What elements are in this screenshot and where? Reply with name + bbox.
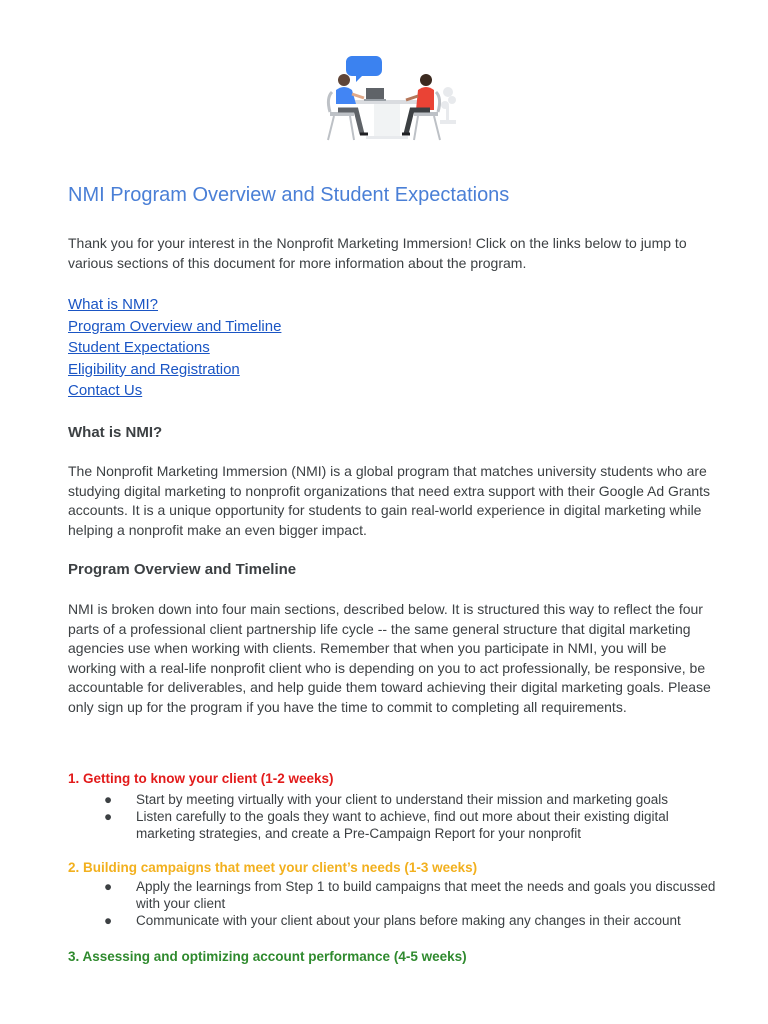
link-item — [68, 380, 281, 402]
link-what-is-nmi[interactable]: What is NMI? — [68, 296, 159, 313]
overview-heading: Program Overview and Timeline — [68, 561, 297, 578]
link-item — [68, 359, 281, 381]
link-eligibility[interactable]: Eligibility and Registration — [68, 360, 240, 378]
link-student-expectations[interactable]: Student Expectations — [68, 339, 210, 356]
step-1-heading: 1. Getting to know your client (1-2 weeks) — [68, 771, 334, 786]
step-2-bullets — [68, 878, 718, 930]
document-title: NMI Program Overview and Student Expectations — [68, 184, 510, 206]
bullet-text: Apply the learnings from Step 1 to build campaigns that meet the needs and goals you discussed with your client — [136, 879, 716, 912]
bullet-icon: ● — [104, 792, 113, 807]
step-2-heading: 2. Building campaigns that meet your client’s needs (1-3 weeks) — [68, 860, 478, 875]
bullet-text: Start by meeting virtually with your client to understand their mission and marketing goals — [136, 792, 669, 807]
bullet-text: Listen carefully to the goals they want to achieve, find out more about their existing digital marketing strategies, and create a Pre-Campaign Report for your nonprofit — [136, 809, 669, 842]
link-contact-us[interactable]: Contact Us — [68, 382, 143, 399]
list-item — [68, 912, 718, 929]
link-item — [68, 316, 281, 338]
step-1-bullets — [68, 791, 718, 843]
bullet-text: Communicate with your client about your plans before making any changes in their account — [136, 913, 681, 929]
bullet-icon: ● — [104, 809, 113, 825]
list-item — [68, 791, 718, 808]
link-item — [68, 294, 281, 316]
list-item — [68, 808, 718, 842]
what-is-nmi-paragraph: The Nonprofit Marketing Immersion (NMI) is a global program that matches university students who are studying digital marketing to nonprofit organizations that need extra support with their Google Ad Grants accounts. It is a unique opportunity for students to gain real-world experience in digital marketing while helping a nonprofit make an even bigger impact. — [68, 463, 711, 538]
link-program-overview[interactable]: Program Overview and Timeline — [68, 317, 282, 335]
intro-paragraph: Thank you for your interest in the Nonprofit Marketing Immersion! Click on the links below to jump to various sections of this document for more information about the program. — [68, 235, 687, 271]
bullet-icon: ● — [104, 913, 113, 929]
section-links — [68, 294, 281, 402]
list-item — [68, 878, 718, 912]
meeting-illustration — [318, 50, 464, 146]
bullet-icon: ● — [104, 879, 113, 894]
step-3-heading: 3. Assessing and optimizing account performance (4-5 weeks) — [68, 949, 467, 964]
overview-paragraph: NMI is broken down into four main sections, described below. It is structured this way to reflect the four parts of a professional client partnership life cycle -- the same general structure that digital marketing agencies use when working with clients. Remember that when you participate in NMI, you will be working with a real-life nonprofit client who is depending on you to act professionally, be responsive, be accountable for deliverables, and help guide them toward achieving their digital marketing goals. Please only sign up for the program if you have the time to commit to completing all requirements. — [68, 601, 711, 715]
what-is-nmi-heading: What is NMI? — [68, 424, 163, 441]
link-item — [68, 337, 281, 359]
